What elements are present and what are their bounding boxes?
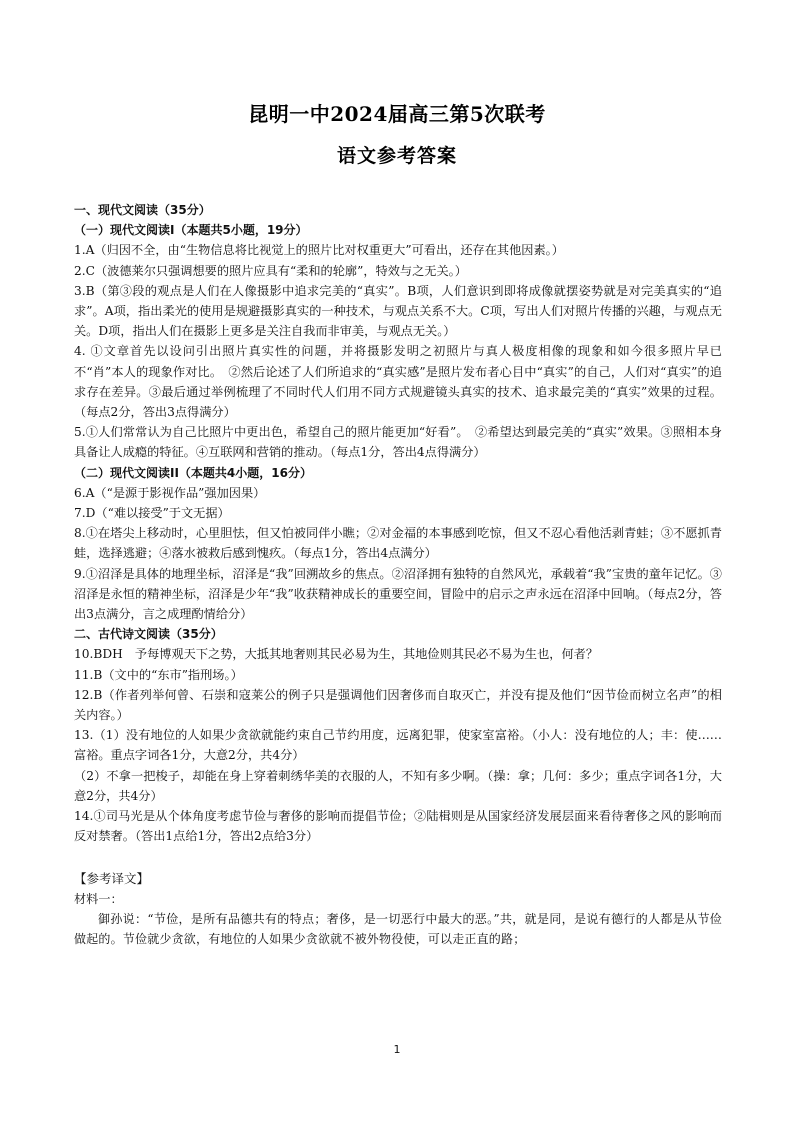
answer-q14: 14.①司马光是从个体角度考虑节俭与奢侈的影响而提倡节俭；②陆楫则是从国家经济发展层面来看待奢侈之风的影响而反对禁奢。（答出1点给1分，答出2点给3分） [74, 809, 722, 844]
page-number: 1 [393, 1043, 401, 1056]
answer-content [74, 200, 722, 949]
answer-q7: 7.D（“难以接受”于文无据） [74, 506, 230, 521]
subsection-heading-reading-2: （二）现代文阅读II（本题共4小题，16分） [74, 465, 312, 480]
answer-q8: 8.①在塔尖上移动时，心里胆怯，但又怕被同伴小瞧；②对金福的本事感到吃惊，但又不忍心看他活剥青蛙；③不愿抓青蛙，选择逃避；④落水被救后感到愧疚。（每点1分，答出4点满分） [74, 526, 722, 561]
subsection-heading-reading-1: （一）现代文阅读I（本题共5小题，19分） [74, 223, 308, 238]
answer-q13-part1: 13.（1）没有地位的人如果少贪欲就能约束自己节约用度，远离犯罪，使家室富裕。（小人：没有地位的人；丰：使……富裕。重点字词各1分，大意2分，共4分） [74, 728, 722, 763]
reference-translation-heading: 【参考译文】 [74, 870, 150, 886]
section-heading-classical-reading: 二、古代诗文阅读（35分） [74, 627, 223, 642]
translation-paragraph: 御孙说：“节俭，是所有品德共有的特点；奢侈，是一切恶行中最大的恶。”共，就是同，是说有德行的人都是从节俭做起的。节俭就少贪欲，有地位的人如果少贪欲就不被外物役使，可以走正直的路； [74, 911, 722, 947]
answer-q3: 3.B（第③段的观点是人们在人像摄影中追求完美的“真实”。B项，人们意识到即将成像就摆姿势就是对完美真实的“追求”。A项，指出柔光的使用是规避摄影真实的一种技术，与观点关系不大。C项，写出人们对照片传播的兴趣，与观点无关。D项，指出人们在摄影上更多是关注自我而非审美，与观点无关。） [74, 283, 722, 339]
answer-q9: 9.①沼泽是具体的地理坐标，沼泽是“我”回溯故乡的焦点。②沼泽拥有独特的自然风光，承载着“我”宝贵的童年记忆。③沼泽是永恒的精神坐标，沼泽是少年“我”收获精神成长的重要空间，冒险中的启示之声永远在沼泽中回响。（每点2分，答出3点满分，言之成理酌情给分） [74, 566, 722, 622]
material-one-label: 材料一： [74, 891, 123, 906]
answer-q13-part2: （2）不拿一把梭子，却能在身上穿着刺绣华美的衣服的人，不知有多少啊。（操：拿；几何：多少；重点字词各1分，大意2分，共4分） [74, 768, 722, 803]
section-heading-modern-reading: 一、现代文阅读（35分） [74, 203, 211, 217]
answer-q6: 6.A（“是源于影视作品”强加因果） [74, 485, 266, 500]
answer-q2: 2.C（波德莱尔只强调想要的照片应具有“柔和的轮廓”，特效与之无关。） [74, 263, 467, 278]
answer-q11: 11.B（文中的“东市”指刑场。） [74, 667, 243, 682]
answer-q1: 1.A（归因不全，由“生物信息将比视觉上的照片比对权重更大”可看出，还存在其他因素。） [74, 243, 564, 258]
answer-q4: 4. ①文章首先以设问引出照片真实性的问题，并将摄影发明之初照片与真人极度相像的现象和如今很多照片早已不“肖”本人的现象作对比。 ②然后论述了人们所追求的“真实感”是照片发布者心目中“真实”的自己，人们对“真实”的追求存在差异。③最后通过举例梳理了不同时代人们用不同方式规避镜头真实的技术、追求最完美的“真实”效果的过程。（每点2分，答出3点得满分） [74, 344, 722, 420]
answer-key-title: 语文参考答案 [336, 145, 457, 167]
exam-title: 昆明一中2024届高三第5次联考 [248, 102, 546, 126]
answer-q5: 5.①人们常常认为自己比照片中更出色，希望自己的照片能更加“好看”。 ②希望达到最完美的“真实”效果。③照相本身具备让人成瘾的特征。④互联网和营销的推动。（每点1分，答出4点得满分） [74, 425, 722, 460]
answer-q10: 10.BDH 予每博观天下之势，大抵其地奢则其民必易为生，其地俭则其民必不易为生也，何者？ [74, 647, 599, 662]
answer-q12: 12.B（作者列举何曾、石崇和寇莱公的例子只是强调他们因奢侈而自取灭亡，并没有提及他们“因节俭而树立名声”的相关内容。） [74, 687, 722, 723]
